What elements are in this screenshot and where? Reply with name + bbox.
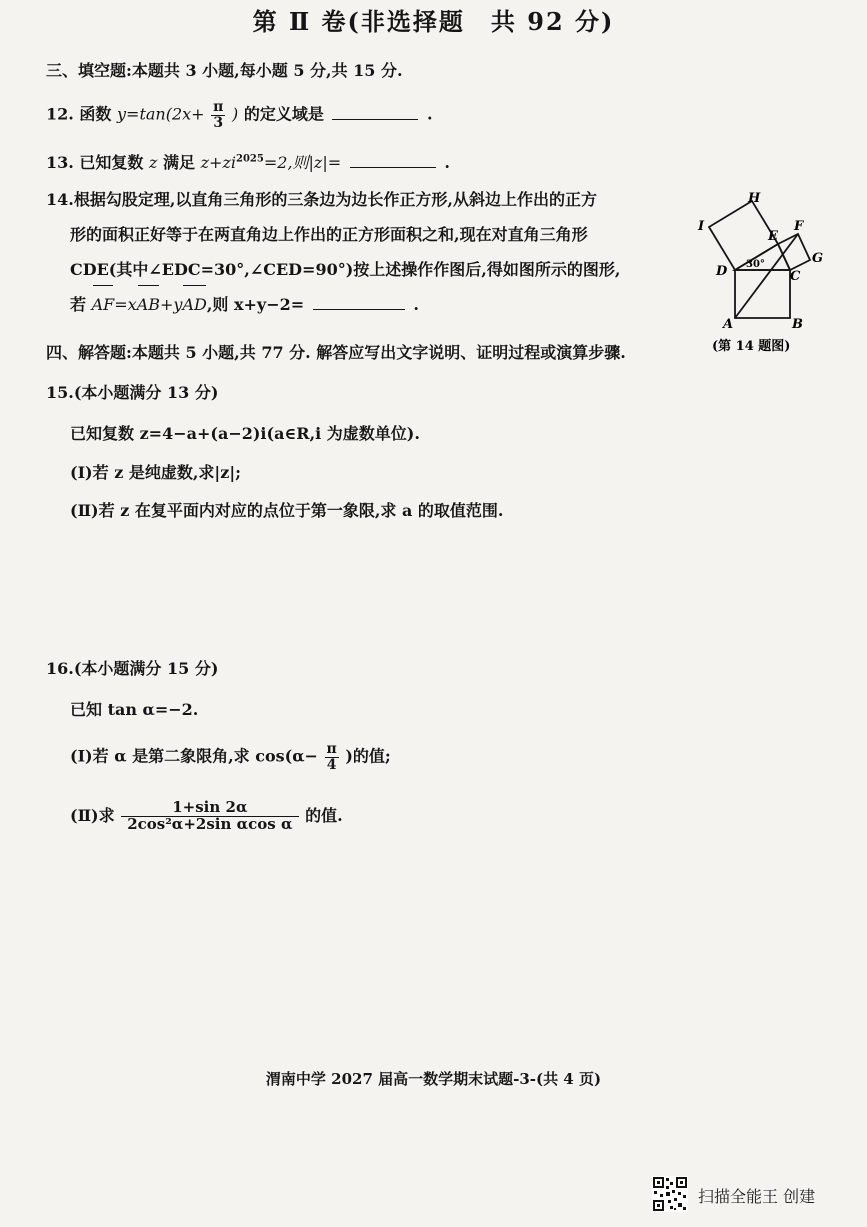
qr-code-icon — [652, 1176, 688, 1212]
square-abcd — [735, 270, 790, 318]
q16-p1-den: 4 — [326, 756, 337, 773]
fig-label-e: E — [768, 229, 778, 244]
q14-answer-blank[interactable] — [313, 309, 405, 310]
q13-end: . — [444, 153, 450, 172]
fig-label-i: I — [698, 219, 705, 234]
fig-label-c: C — [790, 269, 801, 284]
q12-end: . — [427, 104, 433, 124]
question-16-header: 16.(本小题满分 15 分) — [46, 659, 219, 678]
question-15-header: 15.(本小题满分 13 分) — [46, 383, 219, 402]
q13-number: 13. — [46, 153, 74, 172]
question-12 — [46, 100, 433, 130]
q12-suffix: 的定义域是 — [243, 104, 324, 124]
fig-label-d: D — [716, 264, 728, 279]
fig-label-f: F — [794, 219, 804, 234]
question-15-stem: 已知复数 z=4−a+(a−2)i(a∈R,i 为虚数单位). — [70, 424, 420, 443]
q14-line-4 — [46, 287, 620, 322]
q13-var: z — [149, 153, 158, 172]
segment-af — [735, 234, 798, 318]
q14-line-3: CDE(其中∠EDC=30°,∠CED=90°)按上述操作作图后,得如图所示的图形, — [70, 260, 621, 279]
q12-frac-den: 3 — [213, 114, 224, 131]
camscanner-watermark: 扫描全能王 创建 — [698, 1187, 816, 1206]
question-16-part-1 — [70, 742, 391, 772]
q12-func-start: y=tan(2x+ — [117, 104, 205, 124]
q13-eq-start: z+zi — [200, 153, 237, 172]
q16-p2-num: 1+sin 2α — [121, 800, 298, 817]
question-14 — [46, 182, 620, 322]
fig-label-g: G — [812, 251, 824, 266]
q12-frac-num: π — [213, 99, 224, 115]
q13-eq-end: =2,则|z|= — [263, 153, 342, 172]
fig-label-a: A — [723, 317, 734, 332]
vector-ad: AD — [182, 287, 206, 322]
fig-label-h: H — [748, 191, 761, 206]
q13-mid: 满足 — [163, 153, 196, 172]
q12-prefix: 函数 — [79, 104, 112, 124]
q12-answer-blank[interactable] — [332, 119, 418, 120]
q16-p1-num: π — [326, 741, 337, 757]
q16-p2-den: 2cos²α+2sin αcos α — [127, 814, 293, 833]
vector-ab: AB — [137, 287, 160, 322]
figure-14-diagram — [690, 180, 830, 355]
q16-p1-fraction — [325, 742, 339, 772]
q16-p1-suffix: )的值; — [345, 746, 391, 766]
q16-p1-prefix: (Ⅰ)若 α 是第二象限角,求 cos(α− — [70, 746, 318, 766]
question-16-part-2 — [70, 800, 343, 833]
q12-fraction — [211, 100, 225, 130]
figure-14-caption: (第 14 题图) — [712, 339, 791, 354]
question-16-stem: 已知 tan α=−2. — [70, 700, 199, 719]
q14-number: 14. — [46, 190, 74, 209]
question-15-part-1: (Ⅰ)若 z 是纯虚数,求|z|; — [70, 463, 242, 482]
q12-number: 12. — [46, 104, 74, 124]
q14-l4-end: . — [413, 295, 419, 314]
q13-answer-blank[interactable] — [350, 167, 436, 168]
q16-p2-suffix: 的值. — [305, 805, 343, 825]
q14-line-1-text: 根据勾股定理,以直角三角形的三条边为边长作正方形,从斜边上作出的正方 — [73, 190, 597, 209]
question-15-part-2: (Ⅱ)若 z 在复平面内对应的点位于第一象限,求 a 的取值范围. — [70, 501, 504, 520]
q14-line-2: 形的面积正好等于在两直角边上作出的正方形面积之和,现在对直角三角形 — [70, 225, 588, 244]
fig-label-b: B — [792, 317, 803, 332]
section-title: 第 Ⅱ 卷(非选择题 共 92 分) — [252, 7, 615, 36]
q16-p2-fraction — [121, 800, 298, 833]
q12-func-end: ) — [232, 104, 239, 124]
question-13 — [46, 150, 450, 173]
q14-l4-prefix: 若 — [70, 295, 87, 314]
vector-af: AF — [92, 287, 115, 322]
solution-section-heading: 四、解答题:本题共 5 小题,共 77 分. 解答应写出文字说明、证明过程或演算步骤. — [46, 343, 626, 362]
q14-l4-plus: +y — [160, 295, 183, 314]
fig-angle-label: 30° — [746, 259, 765, 270]
page-footer: 渭南中学 2027 届高一数学期末试题-3-(共 4 页) — [265, 1070, 602, 1088]
q16-p2-prefix: (Ⅱ)求 — [70, 805, 115, 825]
fill-in-section-heading: 三、填空题:本题共 3 小题,每小题 5 分,共 15 分. — [46, 61, 403, 80]
q13-prefix: 已知复数 — [79, 153, 144, 172]
q14-l4-eq: =x — [114, 295, 137, 314]
q14-l4-mid: ,则 x+y−2= — [206, 295, 305, 314]
q13-exponent: 2025 — [236, 153, 264, 165]
q14-line-1 — [46, 182, 620, 217]
